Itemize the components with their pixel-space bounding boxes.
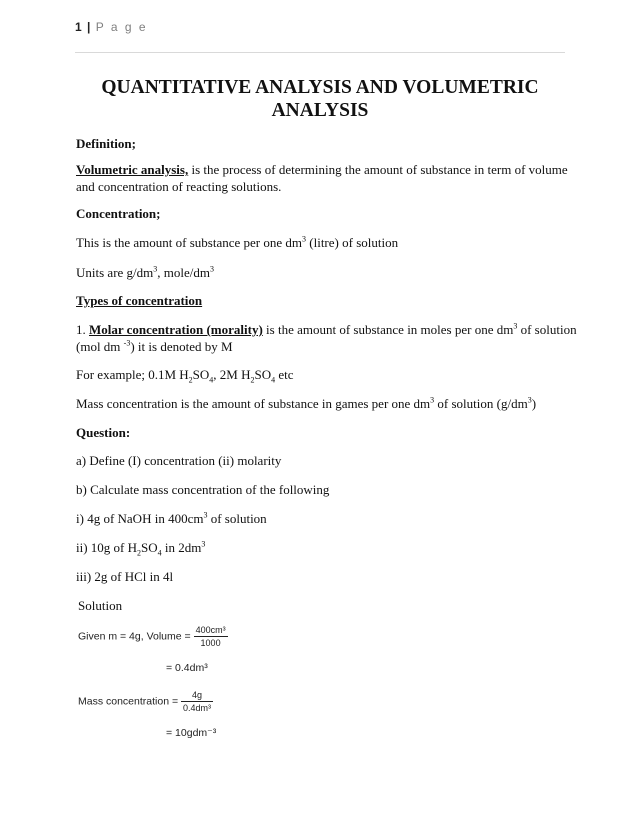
concentration-definition [76,235,398,251]
mass-conc-sup-2: 3 [527,395,532,405]
units-text-2: , mole/dm [157,265,210,280]
example-sub-3: 2 [250,375,255,385]
molar-line2-pre: (mol dm [76,339,124,354]
question-a: a) Define (I) concentration (ii) molarity [76,453,282,468]
question-i [76,511,267,527]
molar-definition-line-2 [76,339,233,355]
mass-fraction [181,689,213,714]
mass-conc-sup-1: 3 [430,395,435,405]
question-i-pre: i) 4g of NaOH in 400cm [76,511,204,526]
example-sub-1: 2 [188,375,193,385]
example-pre: For example; 0.1M H [76,367,189,382]
example-mid-1: SO [192,367,210,382]
page-label: P a g e [95,20,148,34]
question-ii-post: in 2dm [161,540,202,555]
question-heading: Question: [76,425,131,440]
solution-label: Solution [78,598,123,613]
given-text: Given m = 4g, Volume = [78,630,194,643]
example-line [76,367,294,383]
final-result: = 10gdm⁻³ [166,727,217,739]
page-title [75,76,565,122]
molar-number: 1. [76,322,89,337]
molar-definition-line-1 [76,322,577,338]
question-ii [76,540,205,556]
molar-line2-post: ) it is denoted by M [130,339,233,354]
volumetric-term: Volumetric analysis, [76,162,189,177]
mass-concentration-equation [78,689,213,714]
mass-conc-pre: Mass concentration is the amount of substance in games per one dm [76,396,431,411]
units-sup-2: 3 [209,264,214,274]
types-heading: Types of concentration [76,293,203,308]
title-line-1: QUANTITATIVE ANALYSIS AND VOLUMETRIC [101,77,539,98]
mass-concentration-line [76,396,536,412]
question-ii-pre: ii) 10g of H [76,540,138,555]
mass-denominator: 0.4dm³ [183,703,212,713]
question-ii-mid: SO [141,540,158,555]
example-mid-3: SO [254,367,272,382]
header-rule [75,52,565,53]
concentration-def-text: This is the amount of substance per one dm [76,235,303,250]
volume-fraction [194,624,228,649]
page-number: 1 [75,20,82,34]
example-sub-2: 4 [209,375,214,385]
question-iii: iii) 2g of HCl in 4l [76,569,174,584]
question-ii-sub-1: 2 [137,548,142,558]
example-mid-2: , 2M H [213,367,251,382]
mass-conc-post: ) [531,396,537,411]
question-i-sup: 3 [203,510,208,520]
units-text-1: Units are g/dm [76,265,154,280]
header-separator: | [87,20,91,34]
volumetric-definition-line-1 [76,162,568,178]
concentration-def-sup: 3 [302,234,307,244]
example-sub-4: 4 [271,375,276,385]
molar-line2-sup: -3 [123,338,131,348]
page-header [75,20,565,34]
question-ii-sub-2: 4 [157,548,162,558]
concentration-def-post: (litre) of solution [306,235,399,250]
volume-result: = 0.4dm³ [166,662,208,674]
volume-denominator: 1000 [200,638,221,648]
molar-post: of solution [517,322,577,337]
example-post: etc [275,367,294,382]
molar-sup: 3 [513,321,518,331]
volume-numerator: 400cm³ [195,625,226,635]
mass-numerator: 4g [181,689,213,702]
units-sup-1: 3 [153,264,158,274]
volumetric-definition-line-2: and concentration of reacting solutions. [76,179,282,194]
given-volume-equation [78,624,228,649]
mass-conc-mid: of solution (g/dm [434,396,528,411]
title-line-2: ANALYSIS [271,100,369,121]
molar-term: Molar concentration (morality) [89,322,263,337]
question-b: b) Calculate mass concentration of the following [76,482,330,497]
question-i-post: of solution [207,511,267,526]
units-line [76,265,214,281]
mass-label: Mass concentration = [78,695,182,708]
question-ii-sup: 3 [201,539,206,549]
concentration-heading: Concentration; [76,206,161,221]
definition-heading: Definition; [76,136,136,151]
molar-text: is the amount of substance in moles per one dm [262,322,514,337]
volumetric-text-1: is the process of determining the amount of substance in term of volume [188,162,568,177]
